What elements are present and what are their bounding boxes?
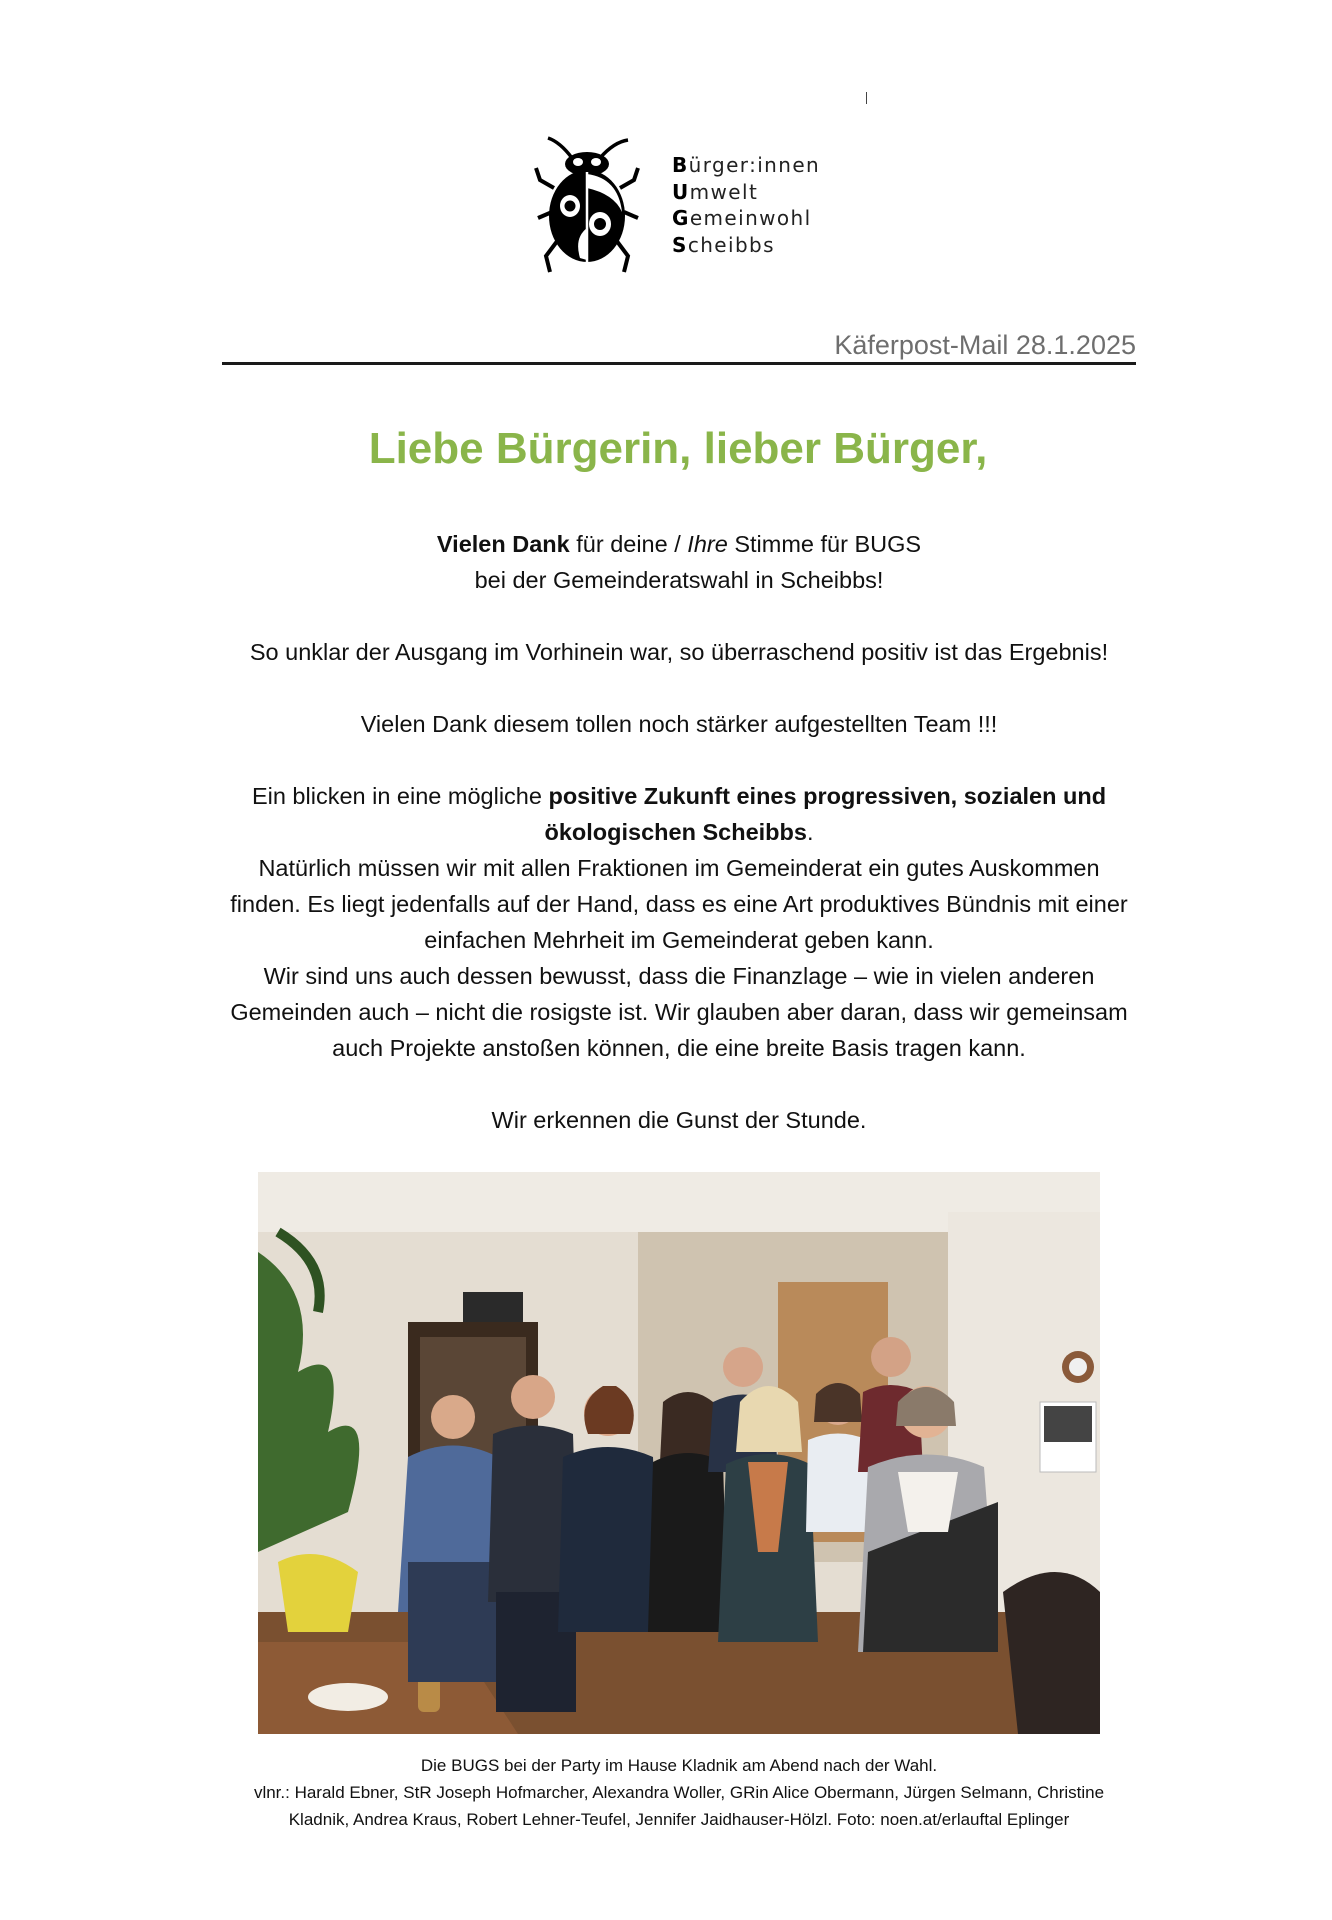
logo-line-4: Scheibbs: [672, 232, 775, 257]
stray-mark: [866, 92, 867, 104]
paragraph-result: So unklar der Ausgang im Vorhinein war, so überraschend positiv ist das Ergebnis!: [249, 639, 1109, 665]
issue-label: Käferpost-Mail 28.1.2025: [834, 330, 1136, 360]
logo-line-2: Umwelt: [672, 179, 759, 204]
caption-line-2: vlnr.: Harald Ebner, StR Joseph Hofmarcher, Alexandra Woller, GRin Alice Obermann, Jürgen Selmann, Christine Kladnik, Andrea Kraus, Robert Lehner-Teufel, Jennifer Jaidhauser-Hölzl. Foto: noen.at/erlauftal Eplinger: [253, 1783, 1105, 1829]
paragraph-thanks: Vielen Dank für deine / Ihre Stimme für BUGS: [436, 531, 922, 557]
logo-wordmark: [672, 152, 820, 258]
paragraph-thanks-line2: bei der Gemeinderatswahl in Scheibbs!: [474, 567, 884, 593]
greeting-heading: Liebe Bürgerin, lieber Bürger,: [368, 424, 988, 473]
bugs-logo: [534, 128, 834, 280]
paragraph-team: Vielen Dank diesem tollen noch stärker aufgestellten Team !!!: [360, 711, 998, 737]
letter-body: [222, 526, 1136, 1138]
paragraph-fractions: Natürlich müssen wir mit allen Fraktionen im Gemeinderat ein gutes Auskommen finden. Es liegt jedenfalls auf der Hand, dass es eine Art produktives Bündnis mit einer einfachen Mehrheit im Gemeinderat geben kann.: [230, 855, 1128, 953]
header-divider: [222, 362, 1136, 365]
paragraph-future: Ein blicken in eine mögliche positive Zukunft eines progressiven, sozialen und ökologischen Scheibbs.: [251, 783, 1107, 845]
logo-line-1: Bürger:innen: [672, 153, 821, 177]
paragraph-finances: Wir sind uns auch dessen bewusst, dass die Finanzlage – wie in vielen anderen Gemeinden auch – nicht die rosigste ist. Wir glauben aber daran, dass wir gemeinsam auch Projekte anstoßen können, die eine breite Basis tragen kann.: [230, 963, 1128, 1061]
caption-line-1: Die BUGS bei der Party im Hause Kladnik am Abend nach der Wahl.: [420, 1756, 938, 1775]
ladybug-icon: [534, 128, 644, 278]
paragraph-closing: Wir erkennen die Gunst der Stunde.: [491, 1107, 867, 1133]
group-photo: [258, 1172, 1100, 1734]
photo-caption: [222, 1752, 1136, 1833]
logo-line-3: Gemeinwohl: [672, 206, 812, 230]
